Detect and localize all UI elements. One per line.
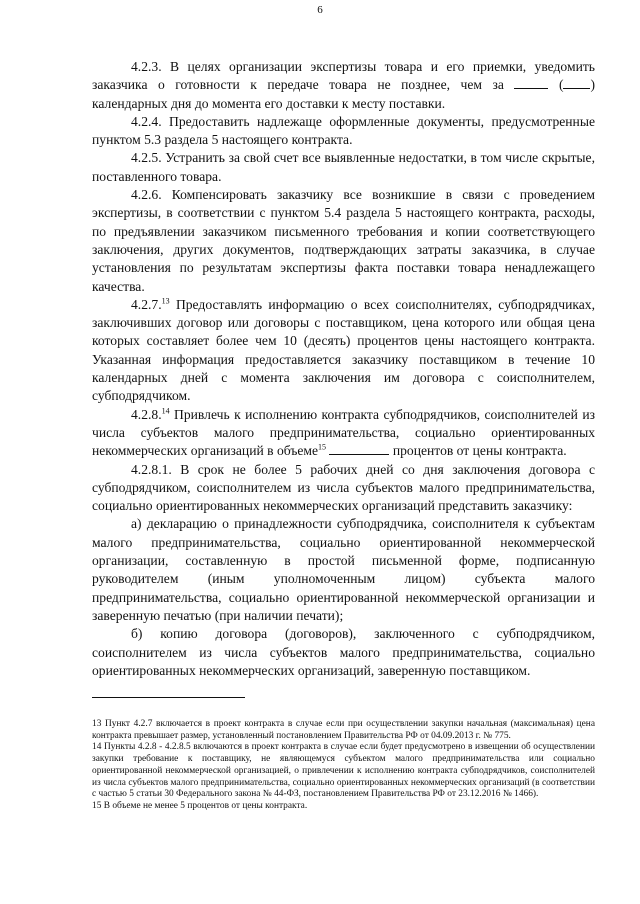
paren-open: ( xyxy=(558,77,564,93)
footnote-14: 14 Пункты 4.2.8 - 4.2.8.5 включаются в проект контракта в случае если будет предусмотрено в извещении об осуществлении закупки требование к поставщику, не являющемуся субъектом малого предпринимательства или социально ориентированной некоммерческой организацией, о привлечении к исполнению контракта субподрядчиков, соисполнителей из числа субъектов малого предпринимательства, социально ориентированных некоммерческих организаций (в соответствии с частью 5 статьи 30 Федерального закона № 44-ФЗ, постановлением Правительства РФ от 23.12.2016 № 1466). xyxy=(92,742,595,800)
clause-4-2-8 xyxy=(92,406,595,461)
contract-body xyxy=(92,58,595,680)
footnote-ref-13[interactable]: 13 xyxy=(161,296,170,306)
clause-4-2-8-text: Привлечь к исполнению контракта субподрядчиков, соисполнителей из числа субъектов малого предпринимательства, социально ориентированных некоммерческих организаций в объеме xyxy=(92,406,595,459)
item-b-contract-copy: б) копию договора (договоров), заключенного с субподрядчиком, соисполнителем из числа субъектов малого предпринимательства, социально ориентированных некоммерческих организаций, заверенную поставщиком. xyxy=(92,626,595,678)
volume-blank[interactable] xyxy=(329,442,389,455)
days-blank-number[interactable] xyxy=(514,76,548,89)
clause-4-2-5: 4.2.5. Устранить за свой счет все выявленные недостатки, в том числе скрытые, поставленного товара. xyxy=(92,150,595,184)
clause-4-2-3-tail: ) календарных дня до момента его доставки к месту поставки. xyxy=(92,77,595,111)
footnote-separator xyxy=(92,697,245,698)
clause-4-2-3 xyxy=(92,58,595,113)
clause-4-2-7-text: Предоставлять информацию о всех соисполнителях, субподрядчиках, заключивших договор или договоры с поставщиком, цена которого или общая цена которых составляет более чем 10 (десять) процентов цены настоящего контракта. Указанная информация предоставляется заказчику поставщиком в течение 10 календарных дней с момента заключения им договора с соисполнителем, субподрядчиком. xyxy=(92,296,595,404)
footnote-13: 13 Пункт 4.2.7 включается в проект контракта в случае если при осуществлении закупки начальная (максимальная) цена контракта превышает размер, установленный постановлением Правительства РФ от 04.09.2013 г. № 775. xyxy=(92,719,595,741)
clause-4-2-8-1: 4.2.8.1. В срок не более 5 рабочих дней со дня заключения договора с субподрядчиком, соисполнителем из числа субъектов малого предпринимательства, социально ориентированных некоммерческих организаций представить заказчику: xyxy=(92,461,595,514)
clause-4-2-7-number: 4.2.7. xyxy=(131,296,162,312)
footnote-ref-15[interactable]: 15 xyxy=(318,442,327,452)
days-blank-words[interactable] xyxy=(563,76,590,89)
footnote-ref-14[interactable]: 14 xyxy=(161,406,170,416)
clause-4-2-6: 4.2.6. Компенсировать заказчику все возникшие в связи с проведением экспертизы, в соответствии с пунктом 5.4 раздела 5 настоящего контракта, расходы, по предъявлении заказчиком письменного требования и копии соответствующего заключения, других документов, подтверждающих затраты заказчика, в случае установления по результатам экспертизы факта поставки товара ненадлежащего качества. xyxy=(92,187,595,294)
clause-4-2-8-number: 4.2.8. xyxy=(131,406,162,422)
page-number: 6 xyxy=(317,4,323,16)
clause-4-2-8-tail: процентов от цены контракта. xyxy=(392,443,567,459)
clause-4-2-7 xyxy=(92,296,595,406)
item-a-declaration: а) декларацию о принадлежности субподрядчика, соисполнителя к субъектам малого предпринимательства, социально ориентированной некоммерческой организации, составленную в простой письменной форме, подписанную руководителем (иным уполномоченным лицом) субъекта малого предпринимательства, социально ориентированной некоммерческой организации и заверенную печатью (при наличии печати); xyxy=(92,516,595,623)
footnotes xyxy=(92,719,595,813)
clause-4-2-4: 4.2.4. Предоставить надлежаще оформленные документы, предусмотренные пунктом 5.3 раздела 5 настоящего контракта. xyxy=(92,113,595,148)
footnote-15: 15 В объеме не менее 5 процентов от цены контракта. xyxy=(92,800,308,811)
clause-4-2-3-text: 4.2.3. В целях организации экспертизы товара и его приемки, уведомить заказчика о готовности к передаче товара не позднее, чем за xyxy=(92,59,595,93)
